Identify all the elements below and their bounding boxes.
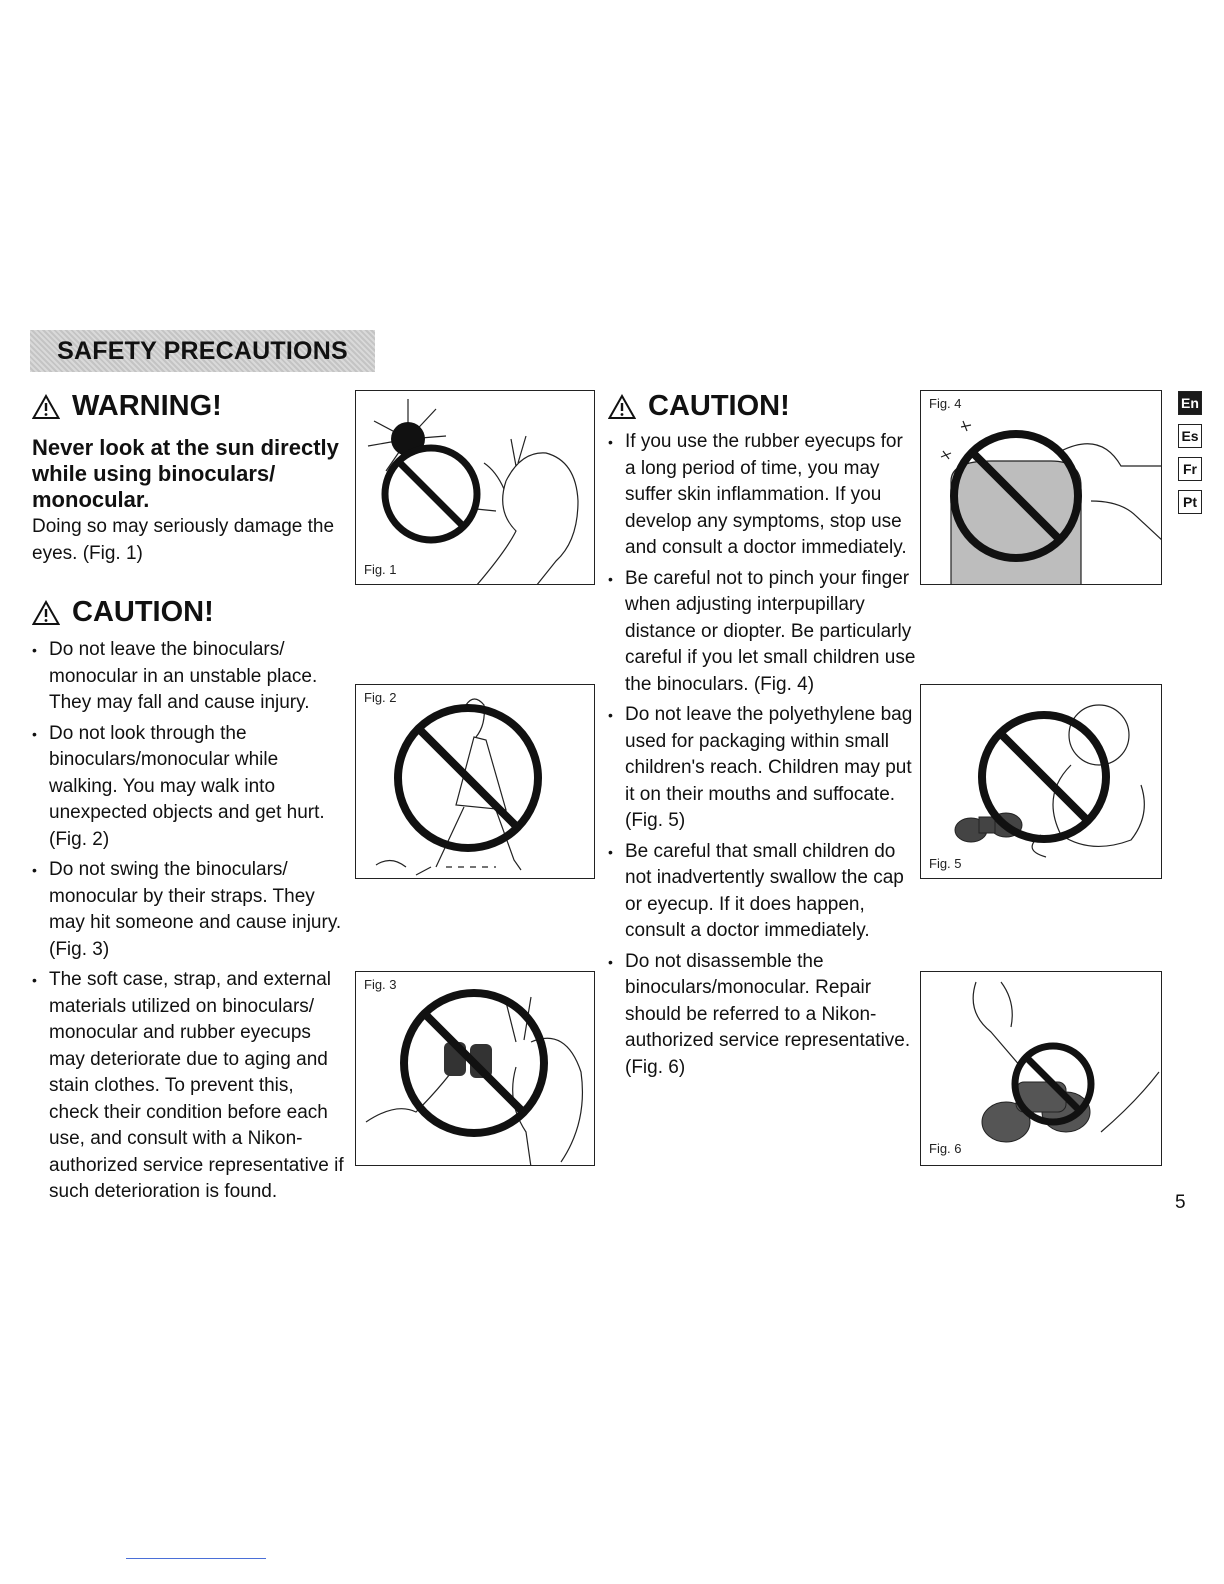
- figure-2: [355, 684, 595, 879]
- prohibition-sign-icon: [921, 972, 1162, 1166]
- bottom-link-line: [126, 1558, 266, 1559]
- figure-6: [920, 971, 1162, 1166]
- list-item: • Do not leave the binoculars/ monocular in an unstable place. They may fall and cause injury.: [32, 637, 347, 717]
- figure-6-label: Fig. 6: [926, 1141, 965, 1157]
- warning-subheading: Never look at the sun directly while using binoculars/ monocular.: [32, 435, 339, 512]
- warning-triangle-icon: [32, 394, 60, 420]
- caution-left-heading: [32, 596, 347, 629]
- list-item: • Do not leave the polyethylene bag used for packaging within small children's reach. Children may put it on their mouths and suffocate. (Fig. 5): [608, 702, 918, 835]
- warning-triangle-icon: [32, 600, 60, 626]
- caution-right-heading: [608, 390, 918, 423]
- figure-5: [920, 684, 1162, 879]
- figure-3-label: Fig. 3: [361, 977, 400, 993]
- list-item: • If you use the rubber eyecups for a long period of time, you may suffer skin inflammation. If you develop any symptoms, stop use and consult a doctor immediately.: [608, 429, 918, 562]
- figure-5-label: Fig. 5: [926, 856, 965, 872]
- warning-heading: [32, 390, 352, 423]
- caution-left-block: [32, 596, 347, 1210]
- list-item: • Do not swing the binoculars/ monocular by their straps. They may hit someone and cause injury. (Fig. 3): [32, 857, 347, 963]
- list-item: • Be careful not to pinch your finger when adjusting interpupillary distance or diopter. Be particularly careful if you let small children use the binoculars. (Fig. 4): [608, 566, 918, 699]
- language-tab-pt[interactable]: Pt: [1178, 490, 1202, 514]
- language-tab-fr[interactable]: Fr: [1178, 457, 1202, 481]
- warning-text: Doing so may seriously damage the eyes. (Fig. 1): [32, 516, 335, 564]
- caution-left-title: CAUTION!: [72, 596, 214, 628]
- language-tab-en[interactable]: En: [1178, 391, 1202, 415]
- language-tab-es[interactable]: Es: [1178, 424, 1202, 448]
- warning-title: WARNING!: [72, 390, 222, 422]
- list-item: • The soft case, strap, and external materials utilized on binoculars/ monocular and rubber eyecups may deteriorate due to aging and stain clothes. To prevent this, check their condition before each use, and consult with a Nikon-authorized service representative if such deterioration is found.: [32, 967, 347, 1206]
- figure-4-label: Fig. 4: [926, 396, 965, 412]
- section-title: [30, 330, 375, 372]
- caution-left-list: [32, 637, 347, 1206]
- prohibition-sign-icon: [921, 391, 1162, 585]
- figure-3: [355, 971, 595, 1166]
- section-title-text: SAFETY PRECAUTIONS: [57, 336, 348, 365]
- prohibition-sign-icon: [921, 685, 1162, 879]
- list-item: • Be careful that small children do not inadvertently swallow the cap or eyecup. If it does happen, consult a doctor immediately.: [608, 839, 918, 945]
- caution-right-list: [608, 429, 918, 1081]
- figure-1-label: Fig. 1: [361, 562, 400, 578]
- list-item: • Do not look through the binoculars/monocular while walking. You may walk into unexpected objects and get hurt. (Fig. 2): [32, 721, 347, 854]
- caution-right-block: [608, 390, 918, 1085]
- caution-right-title: CAUTION!: [648, 390, 790, 422]
- prohibition-sign-icon: [356, 391, 595, 585]
- prohibition-sign-icon: [356, 685, 595, 879]
- figure-1: [355, 390, 595, 585]
- page-number: 5: [1175, 1192, 1186, 1213]
- list-item: • Do not disassemble the binoculars/monocular. Repair should be referred to a Nikon-authorized service representative. (Fig. 6): [608, 949, 918, 1082]
- warning-triangle-icon: [608, 394, 636, 420]
- prohibition-sign-icon: [356, 972, 595, 1166]
- figure-2-label: Fig. 2: [361, 690, 400, 706]
- figure-4: [920, 390, 1162, 585]
- warning-block: [32, 390, 352, 567]
